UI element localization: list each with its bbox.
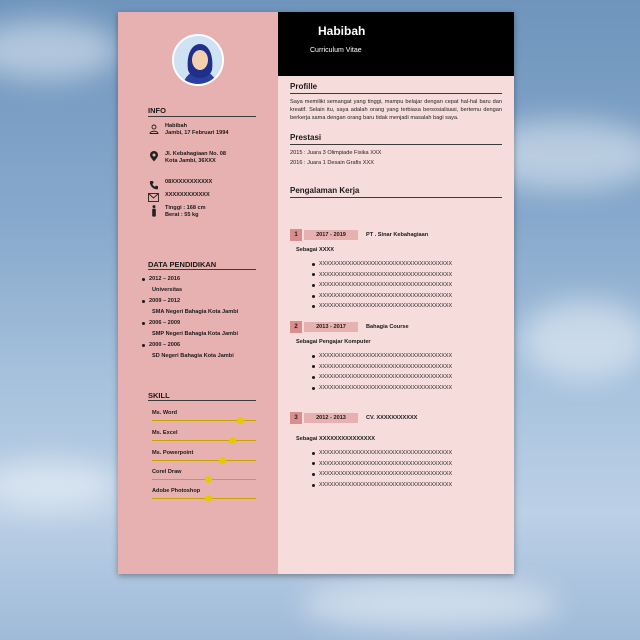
job-role: Sebagai XXXXXXXXXXXXXXX	[296, 436, 375, 442]
education-years: 2012 – 2016	[142, 274, 272, 285]
education-title: DATA PENDIDIKAN	[148, 260, 217, 269]
info-item-phone: 08XXXXXXXXXXX	[148, 179, 268, 190]
skill-track	[152, 440, 256, 441]
profile-title: Profille	[290, 82, 318, 91]
prestasi-title: Prestasi	[290, 132, 322, 142]
skill-level-marker	[219, 457, 226, 464]
job-number: 3	[290, 412, 302, 424]
list-item: XXXXXXXXXXXXXXXXXXXXXXXXXXXXXXXXXXXXX	[312, 383, 502, 394]
education-school: SMA Negeri Bahagia Kota Jambi	[152, 309, 239, 315]
skill-level-marker	[205, 476, 212, 483]
profile-text: Saya memiliki semangat yang tinggi, mampu belajar dengan cepat hal-hal baru dan kreatif. Selain itu, saya adalah orang yang terbiasa bersosialisasi, bertemu dengan berkerja sama dengan orang baru tidak menjadi masalah bagi saya.	[290, 99, 502, 122]
list-item: XXXXXXXXXXXXXXXXXXXXXXXXXXXXXXXXXXXXX	[312, 259, 502, 270]
cv-document	[118, 12, 514, 574]
divider	[290, 93, 502, 94]
skill-title: SKILL	[148, 391, 170, 400]
education-school: SMP Negeri Bahagia Kota Jambi	[152, 331, 239, 337]
job-dates: 2013 - 2017	[304, 322, 358, 332]
skill-level-marker	[205, 495, 212, 502]
list-item: XXXXXXXXXXXXXXXXXXXXXXXXXXXXXXXXXXXXX	[312, 351, 502, 362]
skill-item: Ms. Powerpoint	[152, 450, 262, 464]
skill-item: Ms. Excel	[152, 430, 262, 444]
list-item: XXXXXXXXXXXXXXXXXXXXXXXXXXXXXXXXXXXXX	[312, 291, 502, 302]
divider	[290, 144, 502, 145]
job-company: Bahagia Course	[366, 323, 409, 330]
header-band	[278, 12, 514, 76]
list-item: XXXXXXXXXXXXXXXXXXXXXXXXXXXXXXXXXXXXX	[312, 372, 502, 383]
prestasi-item: 2016 : Juara 1 Desain Grafis XXX	[290, 159, 374, 166]
avatar	[172, 34, 224, 86]
job-role: Sebagai XXXX	[296, 247, 334, 253]
list-item: XXXXXXXXXXXXXXXXXXXXXXXXXXXXXXXXXXXXX	[312, 301, 502, 312]
list-item: XXXXXXXXXXXXXXXXXXXXXXXXXXXXXXXXXXXXX	[312, 469, 502, 480]
skill-item: Ms. Word	[152, 410, 262, 424]
skill-item: Corel Draw	[152, 469, 262, 483]
skill-track	[152, 460, 256, 461]
job-entry	[290, 228, 502, 312]
job-tasks	[290, 259, 502, 312]
education-list	[142, 274, 272, 362]
divider	[290, 197, 502, 198]
body-icon	[148, 205, 159, 216]
list-item: XXXXXXXXXXXXXXXXXXXXXXXXXXXXXXXXXXXXX	[312, 448, 502, 459]
prestasi-item: 2015 : Juara 3 Olimpiade Fisika XXX	[290, 149, 382, 156]
info-title: INFO	[148, 106, 166, 115]
divider	[148, 269, 256, 270]
prestasi-list	[290, 148, 502, 168]
list-item: XXXXXXXXXXXXXXXXXXXXXXXXXXXXXXXXXXXXX	[312, 459, 502, 470]
info-item-address: Jl. Kebahagiaan No. 08 Kota Jambi, 36XXX	[148, 151, 268, 166]
mail-icon	[148, 192, 159, 203]
skill-item: Adobe Photoshop	[152, 488, 262, 502]
job-tasks	[290, 448, 502, 490]
education-school: SD Negeri Bahagia Kota Jambi	[152, 353, 234, 359]
info-item-identity: Habibah Jambi, 17 Februari 1994	[148, 123, 268, 138]
skill-level-marker	[237, 417, 244, 424]
education-school: Universitas	[152, 287, 183, 293]
job-entry	[290, 320, 502, 393]
person-icon	[148, 123, 159, 134]
location-pin-icon	[148, 151, 159, 162]
job-number: 1	[290, 229, 302, 241]
list-item: XXXXXXXXXXXXXXXXXXXXXXXXXXXXXXXXXXXXX	[312, 280, 502, 291]
skill-level-marker	[229, 437, 236, 444]
main-content	[290, 82, 502, 198]
job-company: CV. XXXXXXXXXXX	[366, 414, 418, 421]
document-subtitle: Curriculum Vitae	[310, 47, 362, 54]
job-dates: 2017 - 2019	[304, 230, 358, 240]
list-item: XXXXXXXXXXXXXXXXXXXXXXXXXXXXXXXXXXXXX	[312, 270, 502, 281]
experience-title: Pengalaman Kerja	[290, 185, 360, 195]
job-role: Sebagai Pengajar Komputer	[296, 339, 371, 345]
education-years: 2000 – 2006	[142, 340, 272, 351]
divider	[148, 116, 256, 117]
person-name: Habibah	[318, 24, 366, 38]
list-item: XXXXXXXXXXXXXXXXXXXXXXXXXXXXXXXXXXXXX	[312, 362, 502, 373]
job-company: PT . Sinar Kebahagiaan	[366, 231, 429, 238]
divider	[148, 400, 256, 401]
education-years: 2009 – 2012	[142, 296, 272, 307]
info-item-email: XXXXXXXXXXXX	[148, 192, 268, 203]
education-years: 2006 – 2009	[142, 318, 272, 329]
job-entry	[290, 411, 502, 490]
job-tasks	[290, 351, 502, 393]
info-item-body: Tinggi : 168 cm Berat : 55 kg	[148, 205, 268, 220]
list-item: XXXXXXXXXXXXXXXXXXXXXXXXXXXXXXXXXXXXX	[312, 480, 502, 491]
phone-icon	[148, 179, 159, 190]
job-dates: 2012 - 2013	[304, 413, 358, 423]
job-number: 2	[290, 321, 302, 333]
